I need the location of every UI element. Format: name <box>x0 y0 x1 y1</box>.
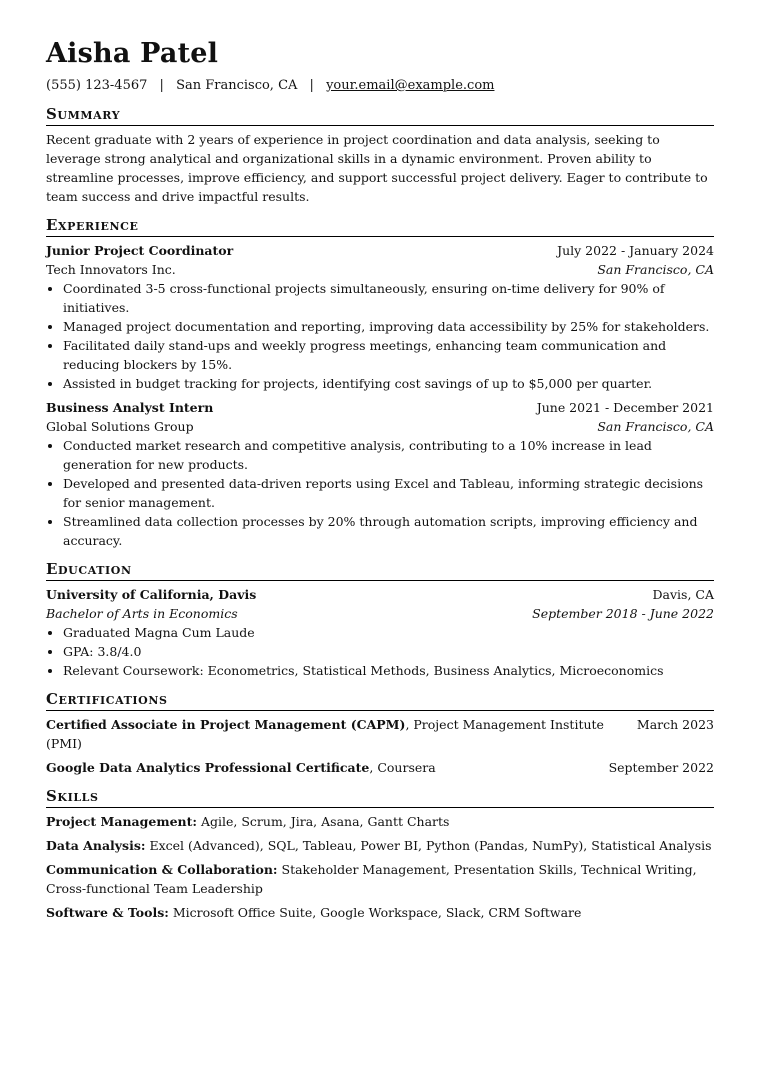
skill-label: Communication & Collaboration: <box>46 862 278 877</box>
certification-entry <box>46 758 714 777</box>
skills-section <box>46 787 714 922</box>
certification-name: Google Data Analytics Professional Certificate <box>46 760 370 775</box>
degree-name: Bachelor of Arts in Economics <box>46 606 238 621</box>
job-role: Junior Project Coordinator <box>46 243 234 258</box>
contact-line <box>46 77 714 95</box>
section-title-education: Education <box>46 560 714 581</box>
skills-list <box>46 812 714 922</box>
certification-list <box>46 715 714 777</box>
job-company: Tech Innovators Inc. <box>46 262 176 277</box>
phone-number: (555) 123-4567 <box>46 78 148 93</box>
certifications-section <box>46 690 714 777</box>
job-bullet: • Managed project documentation and reporting, improving data accessibility by 25% for stakeholders. <box>63 317 714 336</box>
job-bullet: • Facilitated daily stand-ups and weekly progress meetings, enhancing team communication and reducing blockers by 15%. <box>63 336 714 374</box>
certification-name: Certified Associate in Project Management (CAPM) <box>46 717 406 732</box>
section-title-summary: Summary <box>46 105 714 126</box>
job-entry <box>46 241 714 393</box>
job-bullet: • Developed and presented data-driven reports using Excel and Tableau, informing strategic decisions for senior management. <box>63 474 714 512</box>
job-dates: June 2021 - December 2021 <box>536 400 714 415</box>
skill-entry <box>46 860 714 898</box>
contact-separator: | <box>309 78 314 93</box>
certification-date: March 2023 <box>636 717 714 732</box>
job-dates: July 2022 - January 2024 <box>557 243 714 258</box>
certification-entry <box>46 715 714 753</box>
job-bullet: • Assisted in budget tracking for projects, identifying cost savings of up to $5,000 per quarter. <box>63 374 714 393</box>
skill-value: Agile, Scrum, Jira, Asana, Gantt Charts <box>197 814 450 829</box>
job-bullets <box>46 279 714 393</box>
section-title-experience: Experience <box>46 216 714 237</box>
experience-section <box>46 216 714 550</box>
skill-label: Project Management: <box>46 814 198 829</box>
education-bullet: • GPA: 3.8/4.0 <box>63 642 714 661</box>
summary-section <box>46 105 714 206</box>
job-bullet: • Conducted market research and competitive analysis, contributing to a 10% increase in lead generation for new products. <box>63 436 714 474</box>
education-dates: September 2018 - June 2022 <box>532 606 714 621</box>
contact-location: San Francisco, CA <box>176 78 298 93</box>
experience-list <box>46 241 714 550</box>
job-bullet: • Streamlined data collection processes by 20% through automation scripts, improving efficiency and accuracy. <box>63 512 714 550</box>
email-link[interactable]: your.email@example.com <box>326 78 495 93</box>
contact-separator: | <box>159 78 164 93</box>
school-name: University of California, Davis <box>46 587 257 602</box>
job-location: San Francisco, CA <box>597 262 714 277</box>
skill-value: Excel (Advanced), SQL, Tableau, Power BI, Python (Pandas, NumPy), Statistical Analysis <box>145 838 712 853</box>
job-company: Global Solutions Group <box>46 419 194 434</box>
education-bullet: • Relevant Coursework: Econometrics, Statistical Methods, Business Analytics, Microeconomics <box>63 661 714 680</box>
skill-entry <box>46 812 714 831</box>
skill-value: Microsoft Office Suite, Google Workspace, Slack, CRM Software <box>168 905 582 920</box>
resume-page <box>46 38 714 922</box>
school-location: Davis, CA <box>652 587 714 602</box>
education-bullets <box>46 623 714 680</box>
certification-issuer: , Coursera <box>369 760 436 775</box>
skill-label: Software & Tools: <box>46 905 169 920</box>
job-bullet: • Coordinated 3-5 cross-functional projects simultaneously, ensuring on-time delivery for 90% of initiatives. <box>63 279 714 317</box>
job-entry <box>46 398 714 550</box>
job-location: San Francisco, CA <box>597 419 714 434</box>
education-bullet: • Graduated Magna Cum Laude <box>63 623 714 642</box>
candidate-name: Aisha Patel <box>46 38 219 69</box>
skill-entry <box>46 836 714 855</box>
skill-value: Stakeholder Management, Presentation Skills, Technical Writing, Cross-functional Team Leadership <box>46 862 697 896</box>
section-title-certifications: Certifications <box>46 690 714 711</box>
education-section <box>46 560 714 680</box>
skill-entry <box>46 903 714 922</box>
certification-issuer: , Project Management Institute (PMI) <box>46 717 604 751</box>
skill-label: Data Analysis: <box>46 838 146 853</box>
section-title-skills: Skills <box>46 787 714 808</box>
summary-text: Recent graduate with 2 years of experience in project coordination and data analysis, seeking to leverage strong analytical and organizational skills in a dynamic environment. Proven ability to streamline processes, improve efficiency, and support successful project delivery. Eager to contribute to team success and drive impactful results. <box>46 132 708 204</box>
job-bullets <box>46 436 714 550</box>
job-role: Business Analyst Intern <box>46 400 214 415</box>
certification-date: September 2022 <box>608 760 714 775</box>
